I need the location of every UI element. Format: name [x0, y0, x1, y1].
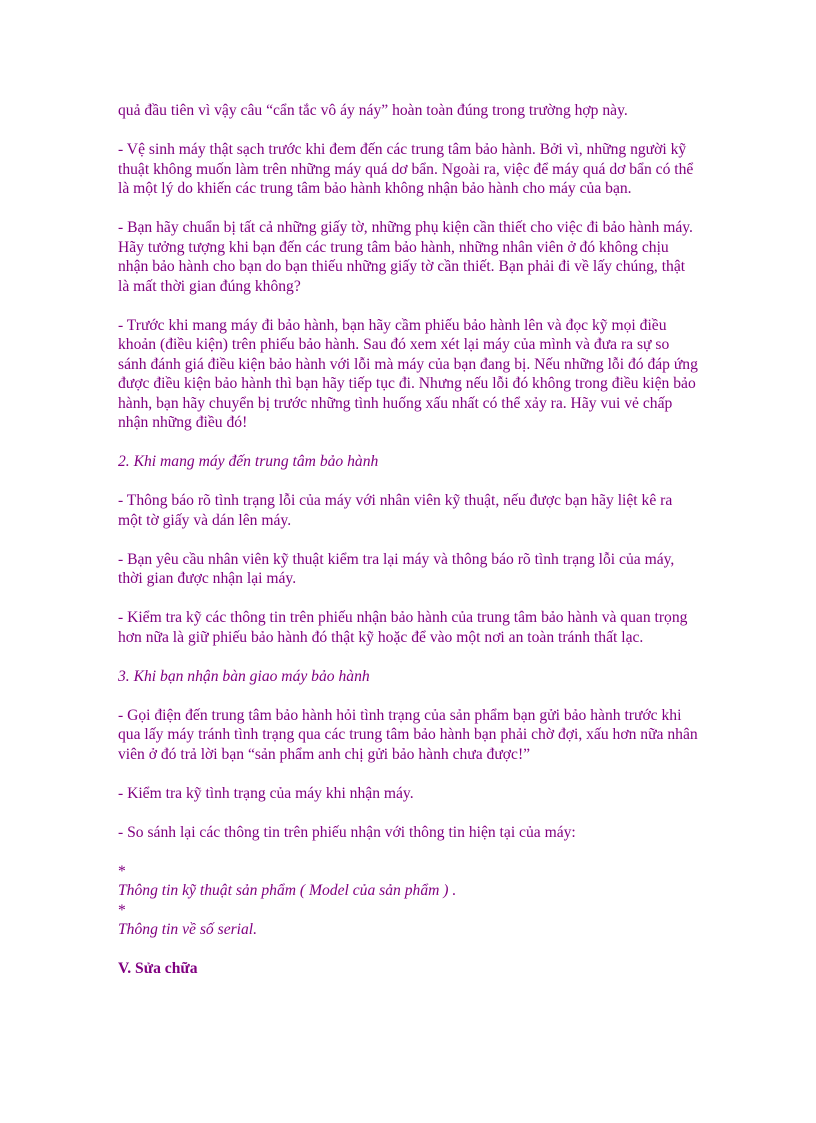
paragraph-request-check: - Bạn yêu cầu nhân viên kỹ thuật kiểm tra lại máy và thông báo rõ tình trạng lỗi của máy, thời gian được nhận lại máy.	[118, 550, 675, 587]
section-heading-2: 2. Khi mang máy đến trung tâm bảo hành	[118, 453, 379, 470]
paragraph-inspect-machine: - Kiểm tra kỹ tình trạng của máy khi nhận máy.	[118, 784, 414, 802]
bullet-item-serial: Thông tin về số serial.	[118, 921, 258, 938]
bullet-item-model: Thông tin kỹ thuật sản phẩm ( Model của sản phẩm ) .	[118, 882, 457, 899]
paragraph-read-warranty-terms: - Trước khi mang máy đi bảo hành, bạn hãy cầm phiếu bảo hành lên và đọc kỹ mọi điều khoản (điều kiện) trên phiếu bảo hành. Sau đó xem xét lại máy của mình và đưa ra sự so sánh đánh giá điều kiện bảo hành với lỗi mà máy của bạn đang bị. Nếu những lỗi đó đáp ứng được điều kiện bảo hành thì bạn hãy tiếp tục đi. Nhưng nếu lỗi đó không trong điều kiện bảo hành, bạn hãy chuyển bị trước những tình huống xấu nhất có thể xảy ra. Hãy vui vẻ chấp nhận những điều đó!	[118, 316, 698, 431]
paragraph-prepare-documents: - Bạn hãy chuẩn bị tất cả những giấy tờ, những phụ kiện cần thiết cho việc đi bảo hành máy. Hãy tưởng tượng khi bạn đến các trung tâm bảo hành, những nhân viên ở đó không chịu nhận bảo hành cho bạn do bạn thiếu những giấy tờ cần thiết. Bạn phải đi về lấy chúng, thật là mất thời gian đúng không?	[118, 219, 693, 295]
section-heading-v: V. Sửa chữa	[118, 960, 198, 977]
section-heading-3: 3. Khi bạn nhận bàn giao máy bảo hành	[118, 667, 370, 685]
paragraph-clean-machine: - Vệ sinh máy thật sạch trước khi đem đến các trung tâm bảo hành. Bởi vì, những người kỹ thuật không muốn làm trên những máy quá dơ bẩn. Ngoài ra, việc để máy quá dơ bẩn có thể là một lý do khiến các trung tâm bảo hành không nhận bảo hành cho máy của bạn.	[118, 141, 694, 197]
paragraph-compare-info: - So sánh lại các thông tin trên phiếu nhận với thông tin hiện tại của máy:	[118, 823, 576, 841]
paragraph-intro-continuation: quả đầu tiên vì vậy câu “cẩn tắc vô áy náy” hoàn toàn đúng trong trường hợp này.	[118, 102, 628, 119]
bullet-marker: *	[118, 901, 126, 919]
bullet-marker: *	[118, 862, 126, 880]
paragraph-call-center: - Gọi điện đến trung tâm bảo hành hỏi tình trạng của sản phẩm bạn gửi bảo hành trước khi qua lấy máy tránh tình trạng qua các trung tâm bảo hành bạn phải chờ đợi, xấu hơn nữa nhân viên ở đó trả lời bạn “sản phẩm anh chị gửi bảo hành chưa được!”	[118, 706, 698, 763]
paragraph-check-receipt: - Kiểm tra kỹ các thông tin trên phiếu nhận bảo hành của trung tâm bảo hành và quan trọng hơn nữa là giữ phiếu bảo hành đó thật kỹ hoặc để vào một nơi an toàn tránh thất lạc.	[118, 609, 688, 646]
paragraph-report-errors: - Thông báo rõ tình trạng lỗi của máy với nhân viên kỹ thuật, nếu được bạn hãy liệt kê ra một tờ giấy và dán lên máy.	[118, 492, 673, 529]
document-page	[118, 101, 698, 998]
